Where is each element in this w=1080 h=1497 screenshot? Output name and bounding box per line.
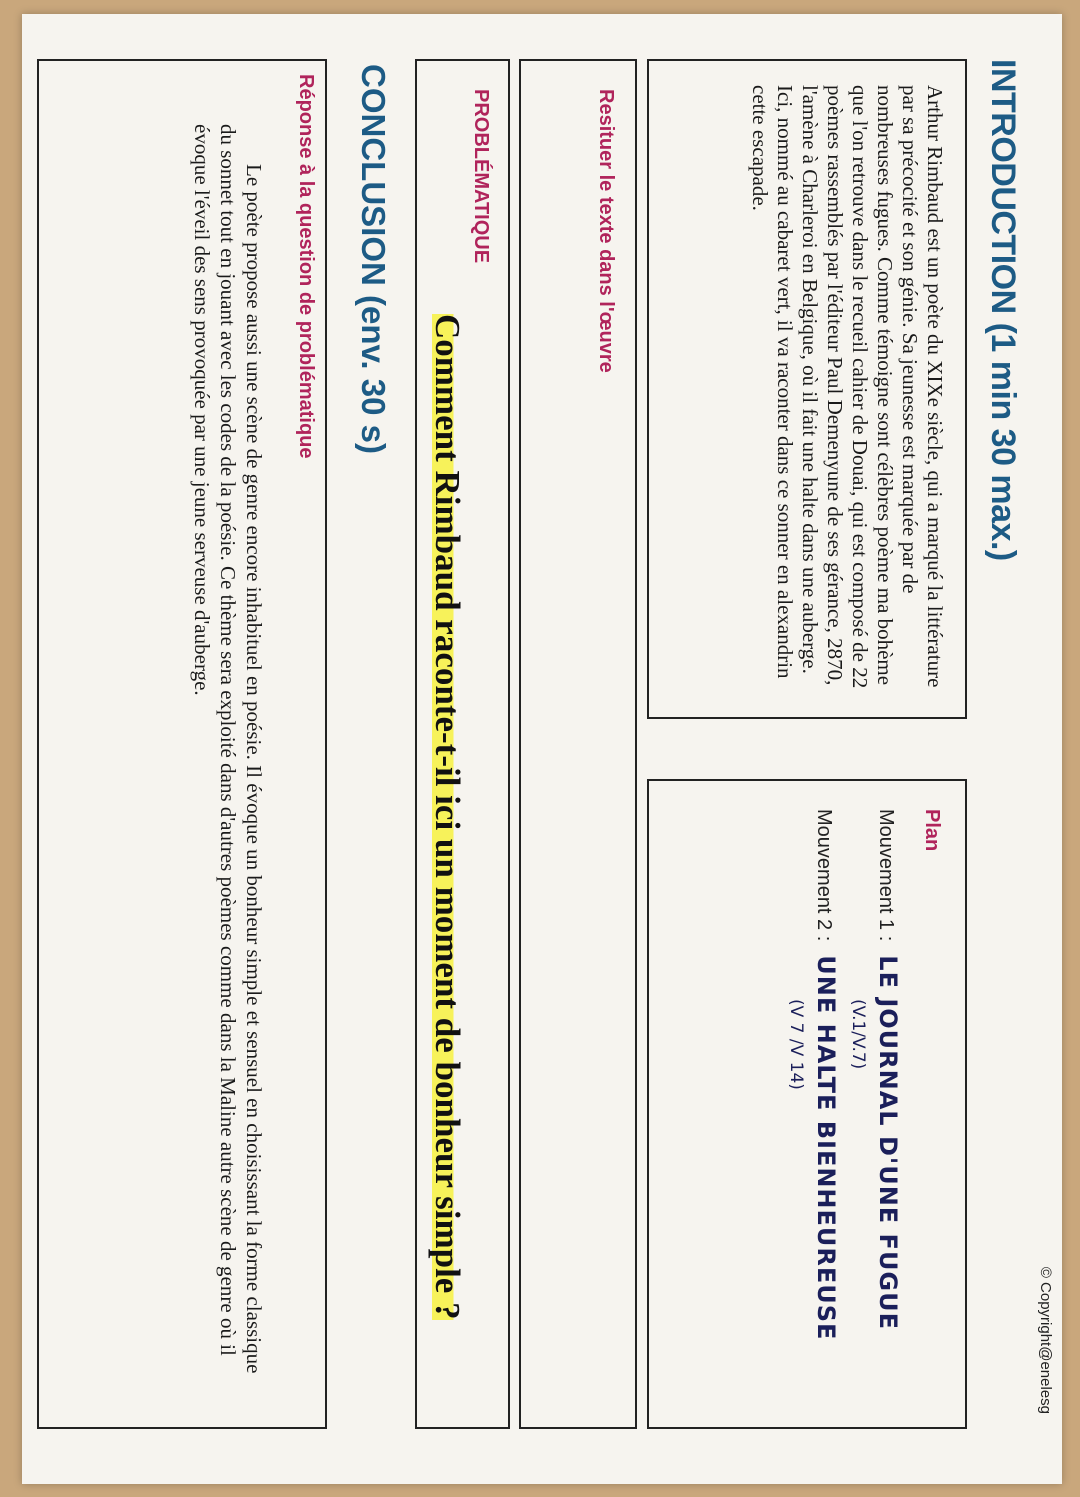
rotated-page [22, 14, 1062, 1474]
highlighted-question: Comment Rimbaud raconte-t-il ici un moment de bonheur simple ? [428, 314, 467, 1320]
problematique-question [427, 314, 467, 1320]
intro-paragraph: Arthur Rimbaud est un poète du XIXe siècle, qui a marqué la littérature par sa précocité et son génie. Sa jeunesse est marquée par de nombreuses fugues. Comme témoigne sont célèbres poème ma bohème que l'on retrouve dans le recueil cahier de Douai, qui est composé de 22 poèmes rassemblés par l'éditeur Paul Demenyune de ses gérance, 2870, l'amène à Charleroi en Belgique, où il fait une halte dans une auberge. Ici, nommé au cabaret vert, il va raconter dans ce sonner en alexandrin cette escapade. [748, 85, 947, 689]
conclusion-box [37, 59, 327, 1429]
movement-2-title: UNE HALTE BIENHEUREUSE [812, 955, 840, 1341]
intro-box [647, 59, 967, 719]
movement-2-ref: (V 7 /V 14) [786, 999, 806, 1090]
intro-heading: INTRODUCTION (1 min 30 max.) [984, 59, 1022, 561]
movement-1 [874, 809, 902, 1399]
conclusion-paragraph: Le poète propose aussi une scène de genre encore inhabituel en poésie. Il évoque un bonheur simple et sensuel en choisissant la forme classique du sonnet tout en jouant avec les codes de la poésie. Ce thème sera exploité dans d'autres poèmes comme dans la Maline autre scène de genre où il évoque l'éveil des sens provoquée par une jeune serveuse d'auberge. [190, 124, 266, 1374]
movement-1-label: Mouvement 1 : [875, 809, 897, 942]
paper-sheet [22, 14, 1062, 1484]
situer-label: Resituer le texte dans l'œuvre [595, 89, 617, 373]
reponse-label: Réponse à la question de problématique [295, 74, 317, 459]
plan-title: Plan [921, 809, 943, 852]
movement-1-title: LE JOURNAL D'UNE FUGUE [874, 955, 902, 1331]
copyright-notice: © Copyright@enelesg [1037, 1266, 1054, 1414]
plan-box [647, 779, 967, 1429]
conclusion-heading: CONCLUSION (env. 30 s) [355, 64, 392, 454]
movement-2 [812, 809, 840, 1399]
problematique-label: PROBLÉMATIQUE [470, 89, 492, 264]
situer-box [519, 59, 637, 1429]
movement-2-label: Mouvement 2 : [813, 809, 835, 942]
movement-1-ref: (V.1/V.7) [848, 999, 868, 1070]
